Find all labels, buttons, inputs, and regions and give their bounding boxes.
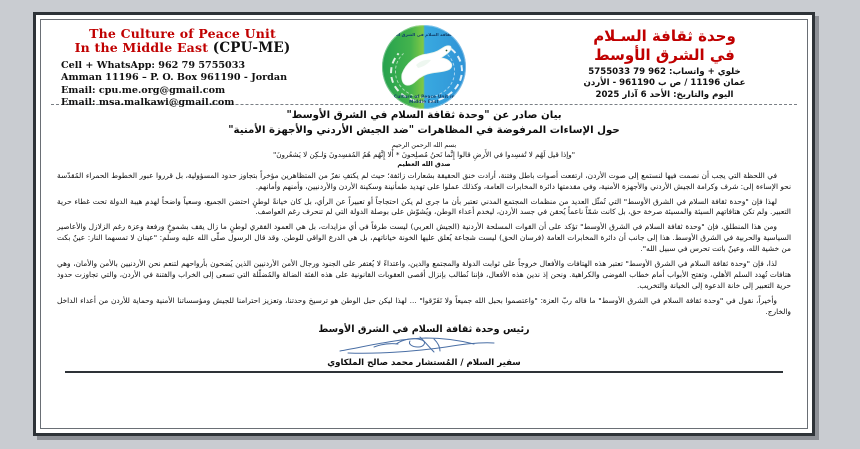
english-title-line1: The Culture of Peace Unit — [89, 26, 276, 41]
english-org-title — [53, 27, 312, 56]
statement-title-line2: حول الإساءات المرفوضة في المظاهرات "ضد الجيش الأردني والأجهزة الأمنية" — [228, 124, 620, 136]
statement-paragraph-4: لذا، فإن "وحدة ثقافة السلام في الشرق الأوسط" تعتبر هذه الهتافات والأفعال خروجاً على ثوابت الدولة والمجتمع والدين، واعتداءً لا يُغتفر على الجنود ورجال الأمن الأردنيين الذين يُضحون بأرواحهم لتنعم نحن الأردنيين بالأمن والأمان، وهي هتافات تُهدد السلم الأهلي، وتفتح الأبواب أمام خطاب الفوضى والكراهية. ونحن إذ ندين هذه الأفعال، فإننا نُطالب بإنزال أقصى العقوبات القانونية على هذه الفئة الضالة والمُضلّلة التي تسعى إلى الخراب والفتنة في الأردن، والتي تجاوزت حدود حرية التعبير إلى خانة الدعوة إلى الخيانة والتخريب. — [57, 259, 791, 291]
quran-verse: "وإذا قيل لَهُم لا تُفسِدوا في الأَرضِ قالوا إِنَّما نَحنُ مُصلِحونَ * أَلا إِنَّهُم هُمُ المُفسِدونَ وَلـكِن لا يَشعُرونَ" — [272, 150, 576, 160]
english-contact-address: Amman 11196 – P. O. Box 961190 - Jordan — [61, 72, 288, 84]
letterhead — [47, 24, 801, 108]
arabic-title-line2: في الشرق الأوسط — [594, 45, 735, 64]
arabic-title-line1: وحدة ثقافة السـلام — [593, 27, 736, 45]
arabic-date-line: اليوم والتاريخ: الأحد 6 آذار 2025 — [595, 89, 734, 100]
document-inner-border — [40, 19, 808, 429]
statement-paragraph-2: لهذا فإن "وحدة ثقافة السلام في الشرق الأوسط" التي تُمثّل العديد من منظمات المجتمع المدني تعتبر بأن ما جرى لم يكن احتجاجاً أو تعبيراً عن الرأي، بل كان خيانةً لوطنٍ احتضن الجميع، وسعياً واضحاً لهدم هيبة الدولة تحت غطاء حرية التعبير. ولم تكن هتافاتهم السيئة والمسيئة صرخة حق، بل كانت شمّاً ناعماً يُحقن في جسد الأردن، ليخدم أعداء الوطن، ويُشوّش على بوصلة الدولة التي لم تنحرف رغم العواصف. — [57, 196, 791, 217]
statement-paragraph-5: وأخيراً، نقول في "وحدة ثقافة السلام في الشرق الأوسط" ما قاله ربّ العزة: "واعتصموا بحبل الله جميعاً ولا تَفَرّقوا" ... لهذا ليكن حبل الوطن هو ترسيخ وحدتنا، وتعزيز احترامنا للجيش ومؤسساتنا الأمنية وحماية للأردن من أعداء الداخل والخارج. — [57, 296, 791, 317]
signature-block — [57, 335, 791, 369]
statement-body — [47, 105, 801, 373]
statement-paragraph-3: ومن هذا المنطلق، فإن "وحدة ثقافة السلام في الشرق الأوسط" تؤكد على أن القوات المسلحة الأردنية (الجيش العربي) ليست طرفاً في أي مزايدات، بل هي العمود الفقري لوطنٍ ما زال يقف بشموخٍ ورفعة وعزة رغم الزلازل والأعاصير السياسية والحربية في الشرق الأوسط. هذا إلى جانب أن دائرة المخابرات العامة (فرسان الحق) ليست شجاعة يُعلق عليها الخونة خياناتهم، بل هي الدرع الواقي للوطن. وقد قال الرسول صلّى الله عليه وسلم: "عينان لا تمسهما النار: عينٌ بكت من خشية الله، وعينٌ باتت تحرس في سبيل الله". — [57, 222, 791, 254]
english-contact-email1: Email: cpu.me.org@gmail.com — [61, 84, 226, 96]
emblem-english-arc-text: The Culture of Peace Unit in the Middle East — [382, 94, 466, 104]
english-contact-email2: Email: msa.malkawi@gmail.com — [61, 96, 235, 108]
quran-verse-credit: صدق الله العظيم — [397, 159, 451, 168]
english-contact-cell: Cell + WhatsApp: 962 79 5755033 — [61, 60, 246, 72]
arabic-contact-cell: خلوي + واتساب: 962 79 5755033 — [588, 66, 741, 77]
signatory-name: سفير السلام / المُستشار محمد صالح الملكاوي — [327, 358, 521, 369]
arabic-contact-address: عمان 11196 / ص ب 961190 - الأردن — [583, 78, 746, 89]
arabic-org-title — [536, 27, 793, 65]
statement-paragraph-1: في اللحظة التي يجب أن نصمت فيها لنستمع إلى صوت الأردن، ارتفعت أصوات باطل وفتنة، أرادت خنق الحقيقة بشعارات زائفة؛ حيث لم يكتفِ نفرٌ من المتظاهرين مؤخراً بتجاوز حدود المسؤولية، بل قرروا عبور الخطوط الحمراء المُقدّسة نحو الإساءة إلى: شرف وكرامة الجيش الأردني والأجهزة الأمنية، وفي مقدمتها دائرة المخابرات العامة، وكذلك عملوا على تهديد طمأنينة وسكينة الأردن والأردنيين، وأمنهم وأمانهم. — [57, 170, 791, 191]
english-title-line2 — [53, 41, 312, 56]
english-acronym: (CPU-ME) — [212, 40, 291, 56]
handwritten-signature-icon — [57, 335, 791, 357]
footer-divider — [65, 371, 783, 373]
letterhead-arabic-block — [536, 24, 801, 101]
dove-peace-emblem-icon — [382, 25, 466, 109]
statement-title — [57, 109, 791, 139]
arabic-contact-block — [536, 67, 793, 102]
letterhead-logo-block — [364, 24, 484, 109]
english-contact-block — [53, 60, 312, 109]
basmala: بسم الله الرحمن الرحيم — [391, 140, 457, 149]
letterhead-english-block — [47, 24, 312, 109]
document-page — [33, 12, 815, 436]
english-title-line2-text: In the Middle East — [74, 40, 209, 55]
statement-title-line1: بيان صادر عن "وحدة ثقافة السلام في الشرق الأوسط" — [286, 110, 562, 121]
emblem-arabic-arc-text: وحدة ثقافة السلام في الشرق الأوسط — [384, 32, 464, 37]
signatory-title: رئيس وحدة ثقافة السلام في الشرق الأوسط — [318, 324, 530, 336]
document-content — [47, 24, 801, 424]
